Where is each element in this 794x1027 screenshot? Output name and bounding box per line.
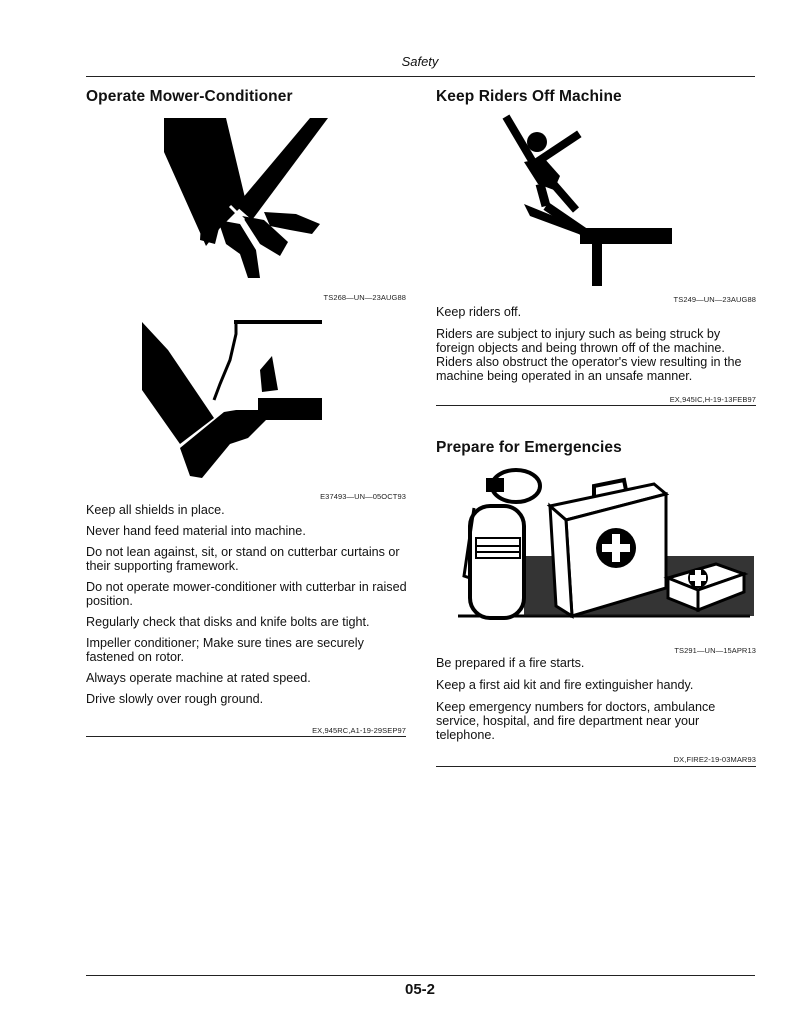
- operate-item: Do not operate mower-conditioner with cutterbar in raised position.: [86, 580, 407, 608]
- figure-code-e37493: E37493—UN—05OCT93: [320, 492, 406, 501]
- emergency-item: Keep emergency numbers for doctors, ambulance service, hospital, and fire department near your telephone.: [436, 700, 716, 742]
- operate-list: [86, 503, 408, 713]
- page-number: 05-2: [404, 981, 436, 998]
- reference-code-left: EX,945RC,A1-19-29SEP97: [312, 726, 406, 735]
- emergency-text: [436, 656, 758, 742]
- riders-text: [436, 305, 758, 383]
- figure-code-ts249: TS249—UN—23AUG88: [673, 295, 756, 304]
- section-end-rule-left: [86, 736, 406, 737]
- header-rule: [86, 76, 755, 77]
- section-end-rule-riders: [436, 405, 756, 406]
- running-header: Safety: [401, 54, 439, 69]
- hand-shield-illustration: [140, 320, 325, 485]
- reference-code-riders: EX,945IC,H-19-13FEB97: [669, 395, 756, 404]
- hand-crush-illustration: [160, 116, 335, 281]
- operate-item: Keep all shields in place.: [86, 503, 225, 517]
- riders-item: Riders are subject to injury such as being struck by foreign objects and being thrown off of the machine. Riders also obstruct the operator's view resulting in the machine being operated in an unsafe manner.: [436, 327, 742, 383]
- footer-rule: [86, 975, 755, 976]
- section-title-riders: Keep Riders Off Machine: [436, 88, 622, 105]
- operate-item: Never hand feed material into machine.: [86, 524, 306, 538]
- operate-item: Regularly check that disks and knife bolts are tight.: [86, 615, 370, 629]
- rider-falling-illustration: [500, 114, 680, 289]
- emergency-kit-illustration: [454, 466, 754, 626]
- riders-item: Keep riders off.: [436, 305, 522, 319]
- operate-item: Drive slowly over rough ground.: [86, 692, 264, 706]
- emergency-item: Keep a first aid kit and fire extinguisher handy.: [436, 678, 694, 692]
- figure-code-ts291: TS291—UN—15APR13: [674, 646, 756, 655]
- operate-item: Impeller conditioner; Make sure tines are securely fastened on rotor.: [86, 636, 364, 664]
- operate-item: Always operate machine at rated speed.: [86, 671, 311, 685]
- figure-code-ts268: TS268—UN—23AUG88: [323, 293, 406, 302]
- section-title-operate: Operate Mower-Conditioner: [86, 88, 293, 105]
- emergency-item: Be prepared if a fire starts.: [436, 656, 585, 670]
- section-end-rule-emergencies: [436, 766, 756, 767]
- section-title-emergencies: Prepare for Emergencies: [436, 439, 622, 456]
- reference-code-emergencies: DX,FIRE2-19-03MAR93: [673, 755, 756, 764]
- operate-item: Do not lean against, sit, or stand on cutterbar curtains or their supporting framework.: [86, 545, 400, 573]
